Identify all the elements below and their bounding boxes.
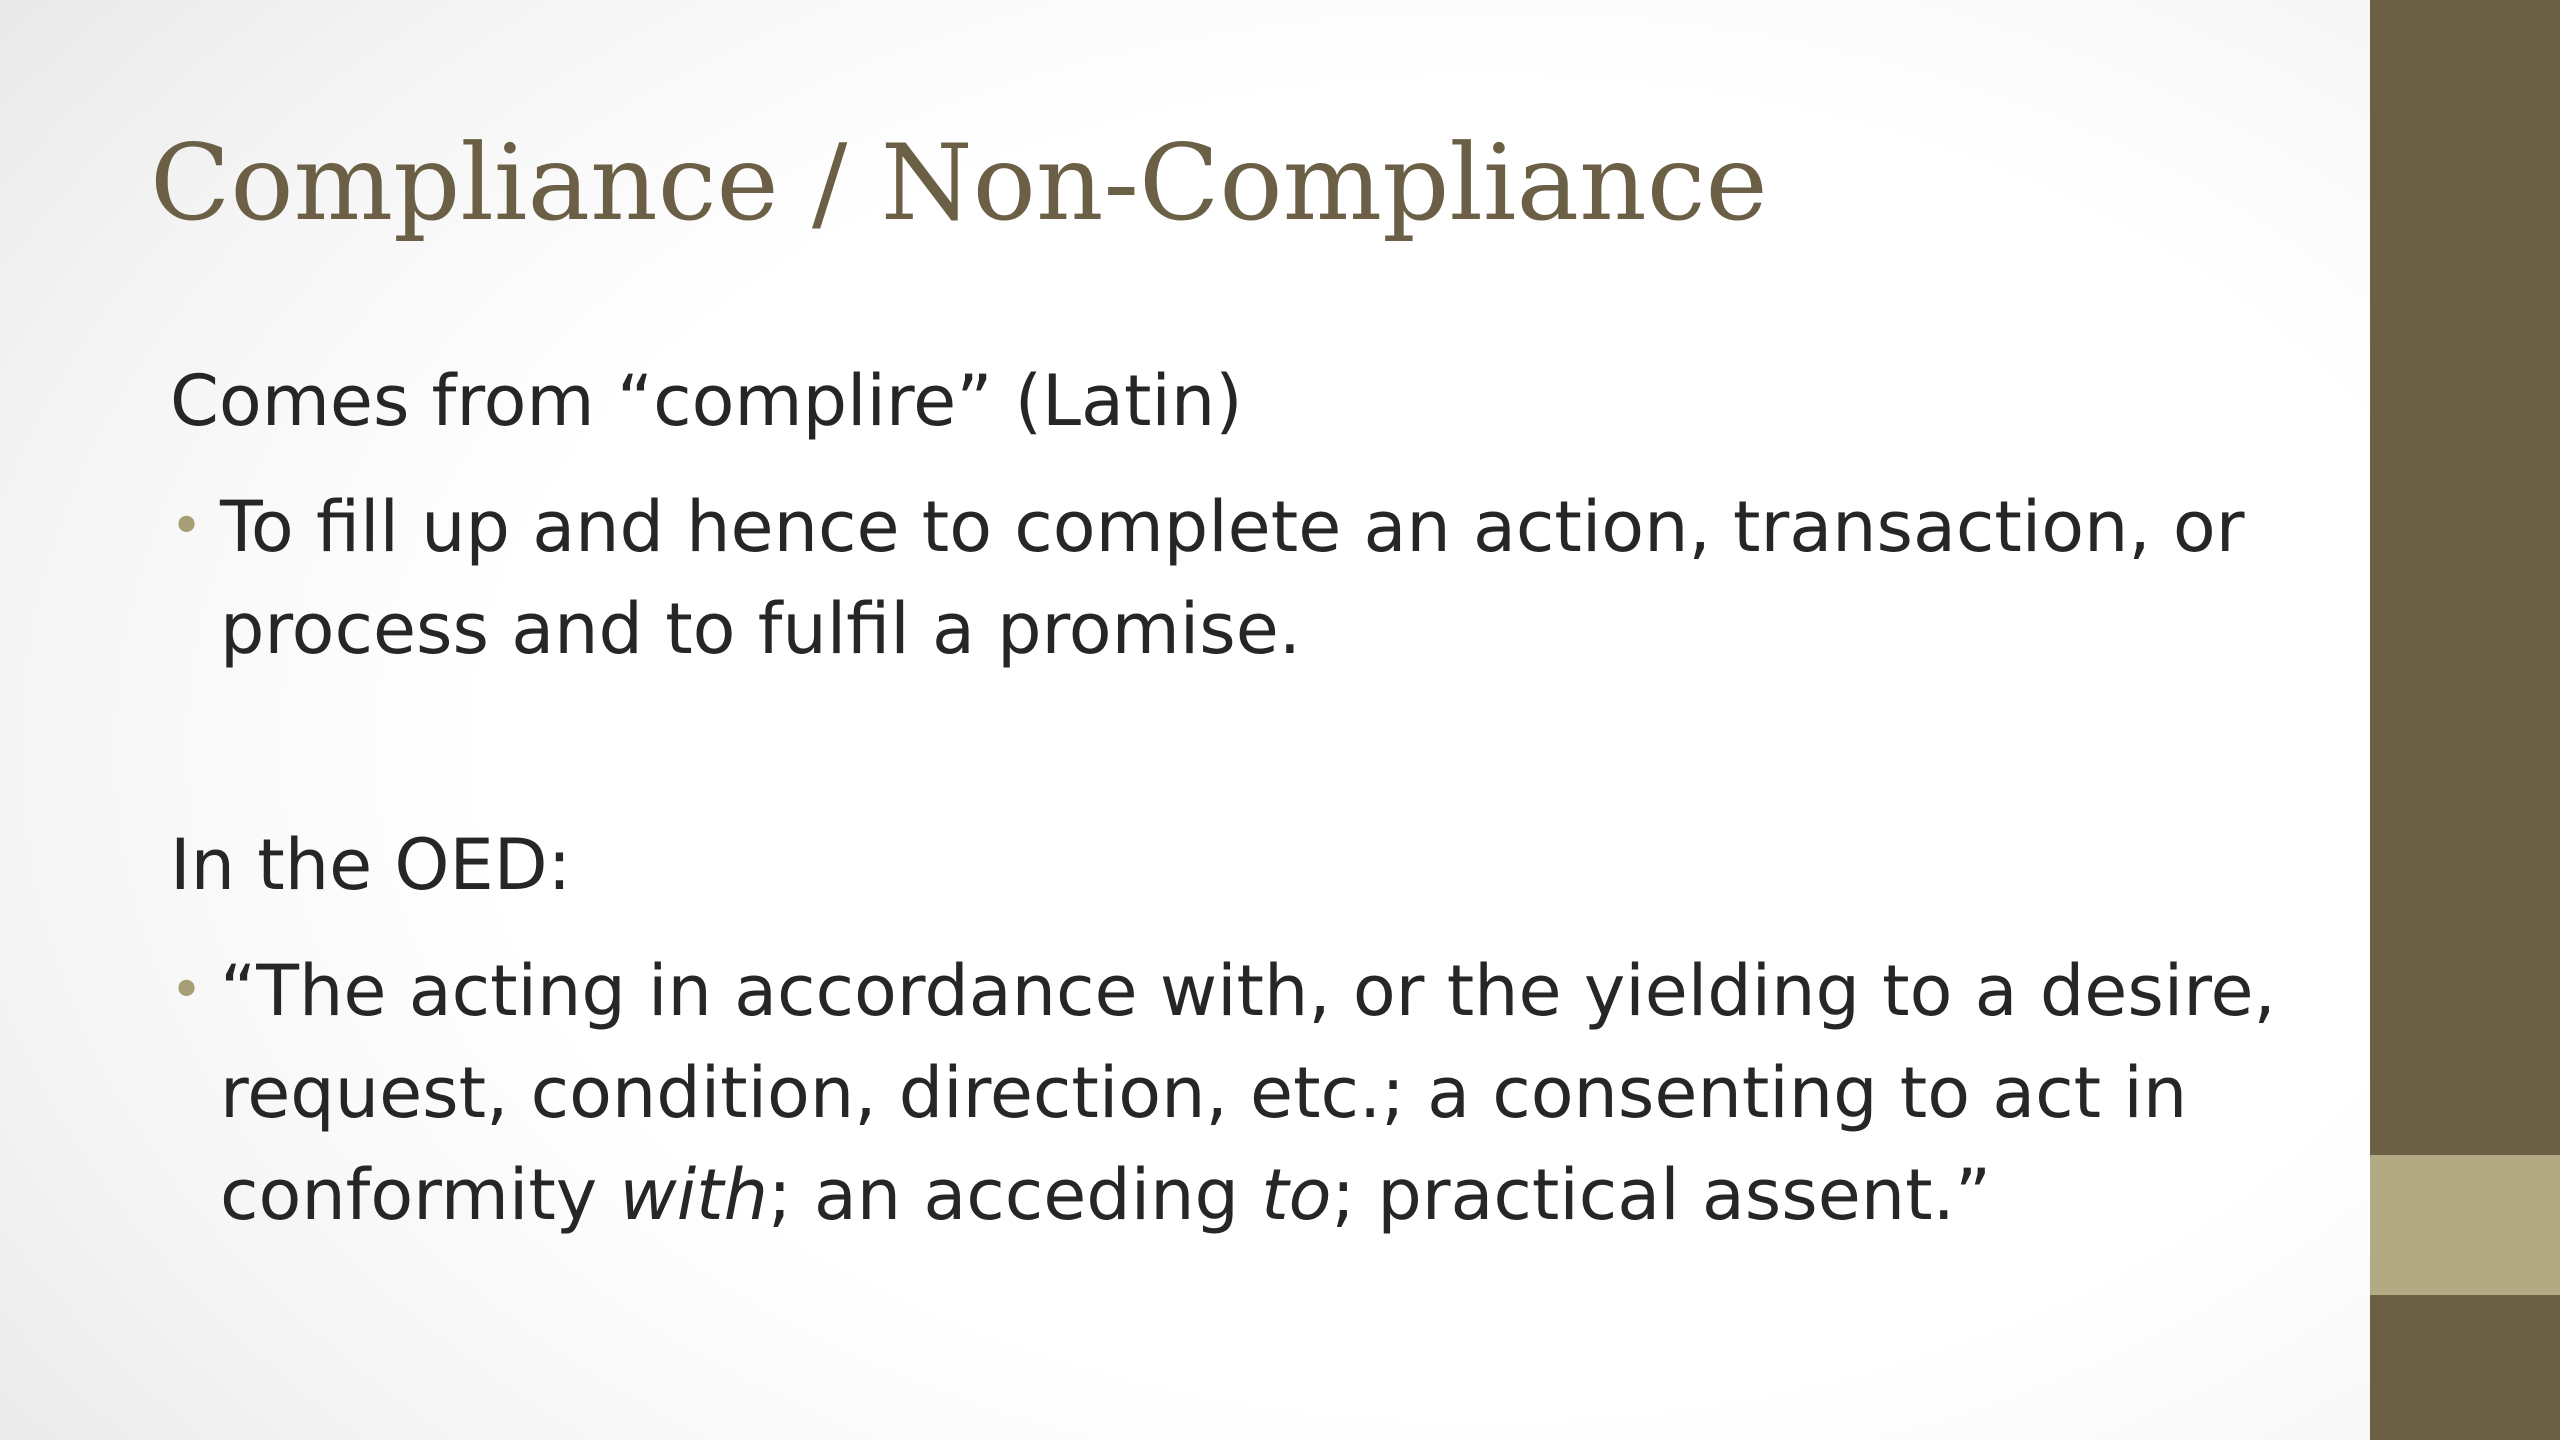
oed-heading: In the OED: [170, 824, 572, 906]
slide-title: Compliance / Non-Compliance [150, 122, 1768, 244]
oed-definition-text-part: “The acting in accordance with, or the yielding to a desire, request, condition, direction, etc.; a consenting to act in conformity [220, 950, 2276, 1236]
origin-bullet-item [170, 476, 2290, 680]
section-spacer [170, 680, 2290, 814]
decorative-side-accent [2370, 1155, 2560, 1295]
oed-definition-emphasis-to: to [1261, 1154, 1332, 1236]
oed-definition-text-part: ; an acceding [767, 1154, 1262, 1236]
slide-content [170, 350, 2290, 1246]
origin-heading: Comes from “complire” (Latin) [170, 360, 1243, 442]
oed-definition-text-part: ; practical assent.” [1331, 1154, 1992, 1236]
oed-bullet-item [170, 940, 2290, 1246]
bullet-dot-icon: • [170, 958, 204, 1023]
origin-bullet-text: To fill up and hence to complete an action, transaction, or process and to fulfil a promise. [220, 486, 2245, 670]
oed-definition-emphasis-with: with [619, 1154, 768, 1236]
bullet-dot-icon: • [170, 494, 204, 559]
